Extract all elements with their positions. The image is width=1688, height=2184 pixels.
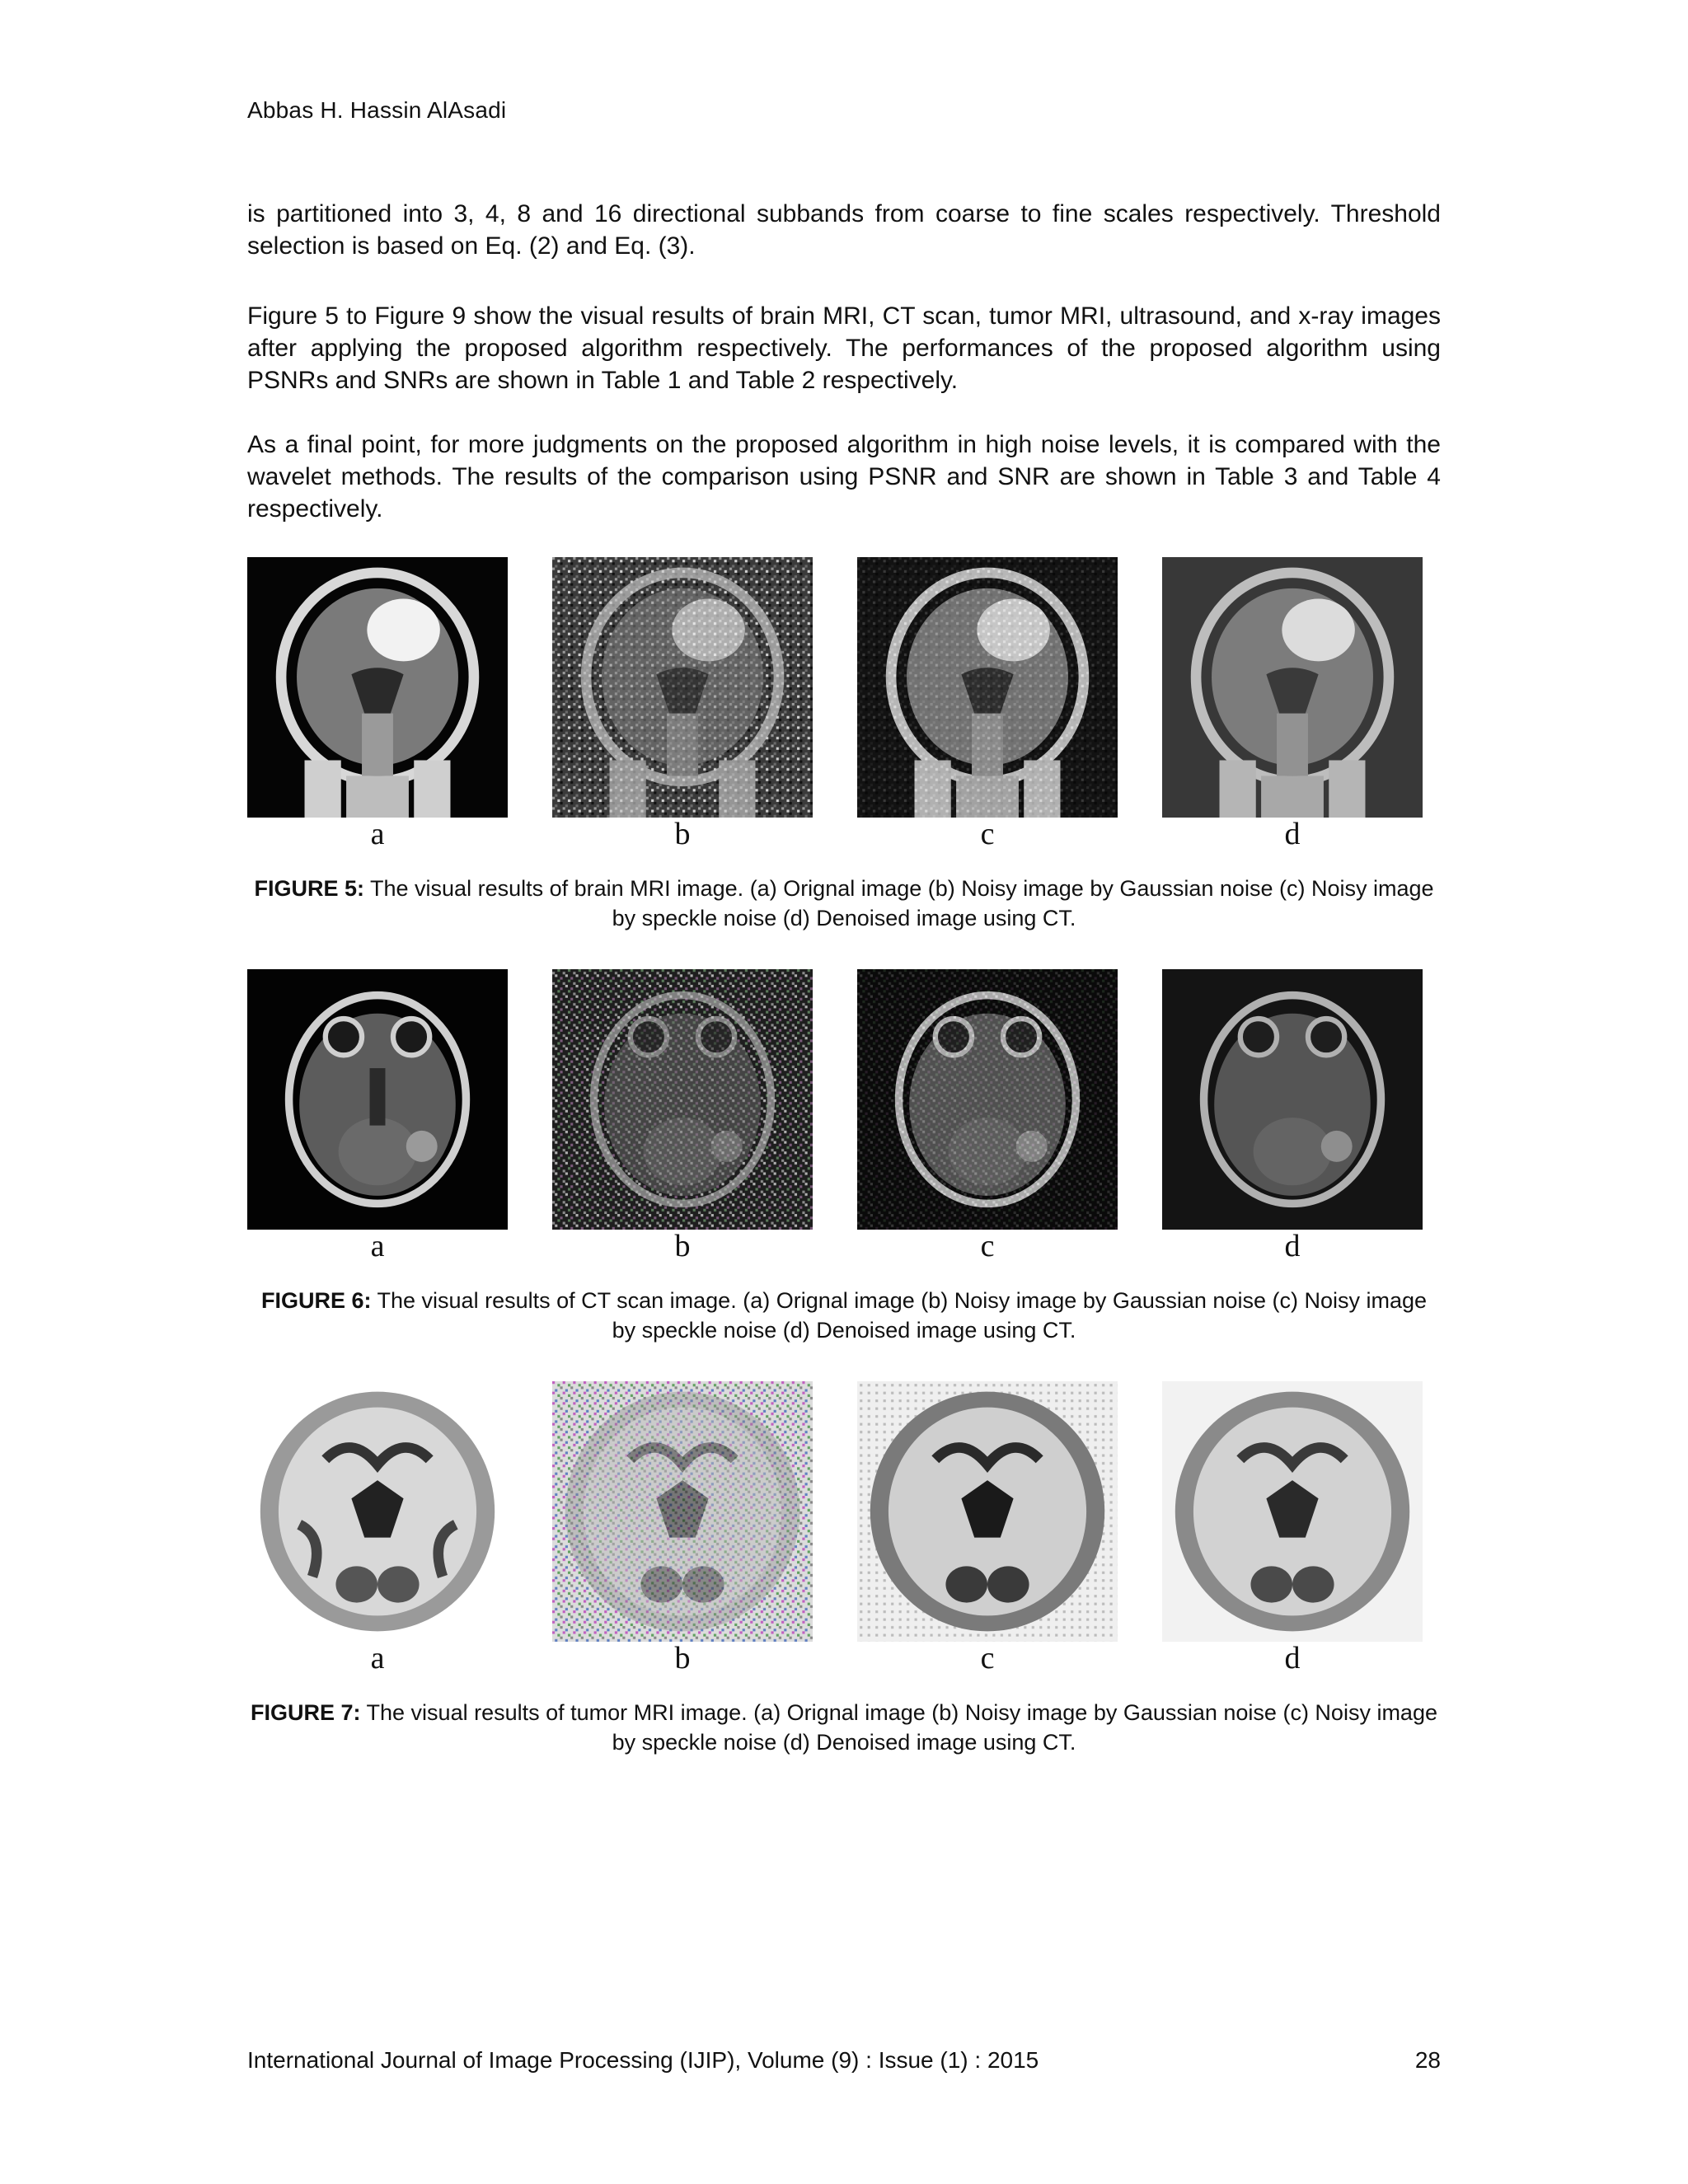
footer-journal-citation: International Journal of Image Processing (IJIP), Volume (9) : Issue (1) : 2015 xyxy=(247,2047,1039,2073)
figure-6-label-a: a xyxy=(370,1229,385,1263)
figure-6-panel-a xyxy=(247,969,508,1230)
figure-5-caption-label: FIGURE 5: xyxy=(254,876,364,901)
figure-6-caption-label: FIGURE 6: xyxy=(260,1288,372,1313)
body-paragraph-2: Figure 5 to Figure 9 show the visual results of brain MRI, CT scan, tumor MRI, ultrasound, and x-ray images after applying the proposed algorithm respectively. The performances of the proposed algorithm using PSNRs and SNRs are shown in Table 1 and Table 2 respectively. xyxy=(247,302,1441,394)
figure-5-panel-c xyxy=(857,557,1118,818)
figure-6-panel-b xyxy=(552,969,813,1230)
figure-5-panel-b xyxy=(552,557,813,818)
figure-7-caption-label: FIGURE 7: xyxy=(251,1700,361,1725)
figure-6-label-d: d xyxy=(1284,1229,1301,1263)
figure-7-panel-b xyxy=(552,1381,813,1642)
figure-5-label-c: c xyxy=(980,817,995,851)
figure-7-images xyxy=(247,1381,1442,1675)
body-paragraph-3: As a final point, for more judgments on the proposed algorithm in high noise levels, it is compared with the wavelet methods. The results of the comparison using PSNR and SNR are shown in Table 3 and Table 4 respectively. xyxy=(247,431,1441,523)
figure-6-label-b: b xyxy=(674,1229,691,1263)
figure-6-caption-text: The visual results of CT scan image. (a) Orignal image (b) Noisy image by Gaussian noise (c) Noisy image by speckle noise (d) Denoised image using CT. xyxy=(377,1288,1427,1343)
footer-page-number: 28 xyxy=(1414,2047,1441,2073)
body-paragraph-1: is partitioned into 3, 4, 8 and 16 directional subbands from coarse to fine scales respectively. Threshold selection is based on Eq. (2) and Eq. (3). xyxy=(247,200,1441,260)
figure-7-caption-text: The visual results of tumor MRI image. (a) Orignal image (b) Noisy image by Gaussian noise (c) Noisy image by speckle noise (d) Denoised image using CT. xyxy=(366,1700,1437,1755)
figure-5-label-d: d xyxy=(1284,817,1301,851)
running-header-author: Abbas H. Hassin AlAsadi xyxy=(247,97,507,123)
figure-6-panel-c xyxy=(857,969,1118,1230)
figure-6-caption xyxy=(247,1286,1441,1345)
figure-7-label-c: c xyxy=(980,1641,995,1675)
figure-5-images xyxy=(247,557,1442,851)
figure-7-label-d: d xyxy=(1284,1641,1301,1675)
figure-7-label-a: a xyxy=(370,1641,385,1675)
figure-5-label-a: a xyxy=(370,817,385,851)
figure-5-caption-text: The visual results of brain MRI image. (a) Orignal image (b) Noisy image by Gaussian noise (c) Noisy image by speckle noise (d) Denoised image using CT. xyxy=(370,876,1434,930)
figure-6-panel-d xyxy=(1162,969,1423,1230)
figure-5-panel-d xyxy=(1162,557,1423,818)
figure-5-label-b: b xyxy=(674,817,691,851)
figure-5-caption xyxy=(247,874,1441,933)
figure-7-label-b: b xyxy=(674,1641,691,1675)
figure-7-panel-d xyxy=(1162,1381,1423,1642)
figure-6-images xyxy=(247,969,1442,1263)
figure-7-panel-a xyxy=(247,1381,508,1642)
figure-6-label-c: c xyxy=(980,1229,995,1263)
figure-7-panel-c xyxy=(857,1381,1118,1642)
figure-7-caption xyxy=(247,1698,1441,1757)
figure-5-panel-a xyxy=(247,557,508,818)
